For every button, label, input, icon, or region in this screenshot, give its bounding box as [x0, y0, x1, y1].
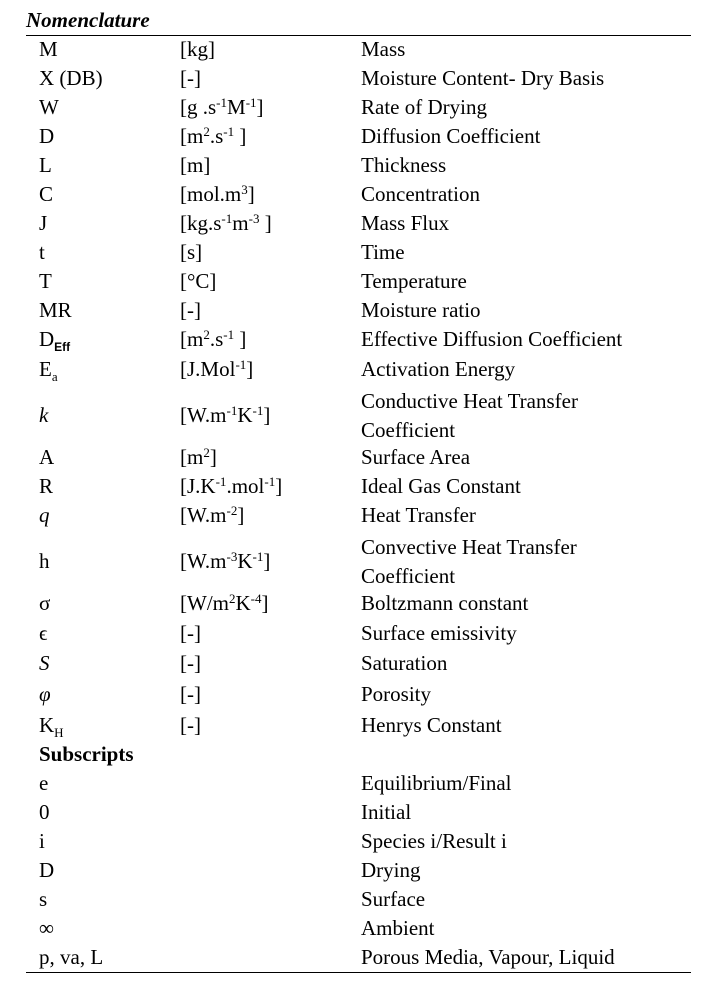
table-row: [0, 713, 707, 742]
subscript-symbol: e: [39, 771, 49, 795]
description: [361, 533, 577, 591]
unit: [$m^2.s^{-1}$ ]: [180, 327, 247, 351]
subscript-description: Porous Media, Vapour, Liquid: [361, 945, 615, 969]
symbol: h: [39, 549, 50, 573]
nomenclature-table: [0, 37, 707, 974]
symbol: A: [39, 445, 55, 469]
unit: [$m^2.s^{-1}$ ]: [180, 124, 247, 148]
table-row: [0, 682, 707, 713]
subscript-description: Species i/Result i: [361, 829, 507, 853]
symbol: ϵ: [39, 621, 48, 645]
subscript-row: [0, 800, 707, 829]
table-row: [0, 153, 707, 182]
description: Mass Flux: [361, 211, 450, 235]
symbol: q: [39, 503, 50, 527]
symbol: k: [39, 403, 49, 427]
table-row: [0, 95, 707, 124]
description: Activation Energy: [361, 357, 516, 381]
table-row: [0, 621, 707, 651]
table-row: [0, 474, 707, 503]
unit: $[J.K^{-1}.mol^{-1}]$: [180, 474, 283, 498]
description: Moisture Content- Dry Basis: [361, 66, 605, 90]
description: Ideal Gas Constant: [361, 474, 521, 498]
subscript-symbol: i: [39, 829, 45, 853]
unit: $[mol.m^3]$: [180, 182, 255, 206]
table-row: [0, 269, 707, 298]
symbol: T: [39, 269, 52, 293]
subscript-row: [0, 771, 707, 800]
table-row: [0, 651, 707, 682]
subscript-row: [0, 916, 707, 945]
description: Saturation: [361, 651, 448, 675]
subscript-symbol: p, va, L: [39, 945, 104, 969]
unit: $[W.m^{-1}K^{-1}]$: [180, 403, 271, 427]
unit: [kg]: [180, 37, 215, 61]
table-row: [0, 445, 707, 474]
symbol: t: [39, 240, 45, 264]
unit: [s]: [180, 240, 203, 264]
symbol: σ: [39, 591, 51, 615]
description: Effective Diffusion Coefficient: [361, 327, 623, 351]
unit: $[W.m^{-2}]$: [180, 503, 245, 527]
description: Heat Transfer: [361, 503, 476, 527]
symbol: S: [39, 651, 50, 675]
description: [361, 387, 578, 445]
description: Mass: [361, 37, 406, 61]
subscript-symbol: 0: [39, 800, 50, 824]
subscript-symbol: D: [39, 858, 55, 882]
table-row: [0, 66, 707, 95]
description: Porosity: [361, 682, 432, 706]
table-row: [0, 182, 707, 211]
unit: [g $.s^{-1}M^{-1}$]: [180, 95, 264, 119]
unit: [°C]: [180, 269, 217, 293]
symbol: W: [39, 95, 59, 119]
unit: [-]: [180, 298, 201, 322]
subscript-description: Equilibrium/Final: [361, 771, 512, 795]
subscript-row: [0, 829, 707, 858]
description: Diffusion Coefficient: [361, 124, 541, 148]
table-row: [0, 211, 707, 240]
symbol: $E_a$: [39, 357, 58, 384]
table-row: [0, 327, 707, 357]
unit: $[m^2]$: [180, 445, 217, 469]
subscript-symbol: s: [39, 887, 48, 911]
table-row: [0, 240, 707, 269]
symbol: φ: [39, 682, 51, 706]
unit: $[W/m^2K^{-4}]$: [180, 591, 269, 615]
table-row: [0, 37, 707, 66]
subscripts-heading: Subscripts: [39, 742, 134, 766]
subscript-description: Initial: [361, 800, 412, 824]
description: Henrys Constant: [361, 713, 502, 737]
top-rule: [26, 35, 691, 36]
subscript-description: Surface: [361, 887, 426, 911]
table-row: [0, 533, 707, 591]
unit: [J.Mol$^{-1}$]: [180, 357, 254, 381]
symbol: $D_{Eff}$: [39, 327, 71, 354]
unit: $[W.m^{-3}K^{-1}]$: [180, 549, 271, 573]
subscript-symbol: ∞: [39, 916, 54, 940]
symbol: X (DB): [39, 66, 103, 90]
table-row: [0, 591, 707, 621]
description: Rate of Drying: [361, 95, 487, 119]
symbol: C: [39, 182, 54, 206]
unit: [-]: [180, 651, 201, 675]
table-row: [0, 124, 707, 153]
symbol: J: [39, 211, 48, 235]
description-line: Coefficient: [361, 418, 456, 442]
description: Surface Area: [361, 445, 471, 469]
subscript-row: [0, 887, 707, 916]
symbol: L: [39, 153, 52, 177]
unit: [m]: [180, 153, 211, 177]
unit: [$kg.s^{-1}m^{-3}$ ]: [180, 211, 272, 235]
description-line: Conductive Heat Transfer: [361, 389, 578, 413]
description-line: Coefficient: [361, 564, 456, 588]
table-row: [0, 357, 707, 387]
description: Thickness: [361, 153, 447, 177]
table-row: [0, 298, 707, 327]
table-row: [0, 387, 707, 445]
symbol: D: [39, 124, 55, 148]
subscripts-heading-row: [0, 742, 707, 771]
unit: [-]: [180, 682, 201, 706]
description: Moisture ratio: [361, 298, 481, 322]
description: Concentration: [361, 182, 480, 206]
description: Surface emissivity: [361, 621, 517, 645]
description: Time: [361, 240, 405, 264]
symbol: MR: [39, 298, 72, 322]
subscript-description: Drying: [361, 858, 421, 882]
nomenclature-heading: Nomenclature: [26, 8, 150, 32]
subscript-description: Ambient: [361, 916, 435, 940]
description: Boltzmann constant: [361, 591, 529, 615]
bottom-rule: [26, 972, 691, 973]
unit: [-]: [180, 713, 201, 737]
description: Temperature: [361, 269, 467, 293]
unit: [-]: [180, 66, 201, 90]
description-line: Convective Heat Transfer: [361, 535, 577, 559]
table-row: [0, 503, 707, 533]
subscript-row: [0, 945, 707, 974]
unit: [-]: [180, 621, 201, 645]
subscript-row: [0, 858, 707, 887]
symbol: M: [39, 37, 58, 61]
symbol: R: [39, 474, 54, 498]
symbol: $K_H$: [39, 713, 64, 740]
